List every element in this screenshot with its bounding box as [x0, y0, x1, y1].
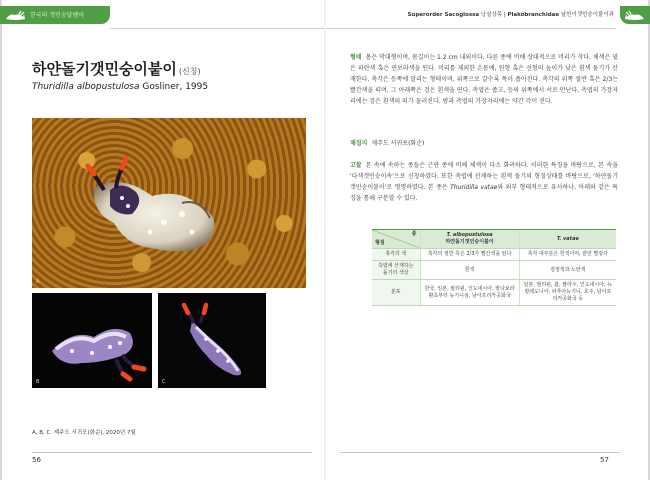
page-number-right: 57 [600, 456, 609, 464]
photo-a [32, 118, 306, 288]
collection-text: 제주도 서귀포(화순) [371, 140, 425, 147]
species-title: 하얀돌기갯민숭이붙이 (신칭) [32, 60, 201, 78]
table-header-row [372, 230, 616, 249]
photo-b [32, 293, 152, 388]
collection-section [350, 138, 618, 149]
table-cell: 촉각 대부분은 흰색이며, 끝만 빨갛다 [519, 249, 616, 261]
table-cell: 한국, 일본, 필리핀, 인도네시아, 말다보라 환초부터 뉴기니섬, 남아프리카공화국 [420, 280, 519, 306]
table-row [372, 249, 616, 261]
form-text: 몸은 막대형이며, 몸길이는 1.2 cm 내외이다. 다른 종에 비해 상대적으로 머리가 작다. 체색은 옅은 파란색 혹은 연보라색을 띤다. 머리를 제외한 온몸에, 원형 혹은 선형의 높이가 낮은 흰색 돌기가 산재한다. 촉각은 등쪽에 말리는 형태이며, 위쪽으로 갈수록 폭이 좁아진다. 촉각의 위쪽 절반 혹은 2/3는 빨간색을 띠며, 그 아래쪽은 검은 흰색을 띤다. 측엽은 좁고, 등의 위쪽에서 서로 만난다. 측엽의 가장자리에는 검은 흰색의 띠가 둘러진다. 밤과 측엽의 가장자리에는 약간 각이 진다. [350, 54, 618, 105]
remarks-species: Thuridilla vatae [450, 184, 498, 191]
table-row-trait: 분포 [372, 280, 420, 306]
form-section [350, 52, 618, 107]
book-title-header: 한국의 갯민숭달팽이 [30, 12, 85, 19]
table-cell: 검정색과 노란색 [519, 261, 616, 280]
title-tag: (신칭) [178, 67, 201, 76]
sea-slug-icon [4, 10, 26, 22]
remarks-label: 고찰 [350, 162, 362, 169]
scientific-name: Thuridilla albopustulosa Gosliner, 1995 [32, 82, 209, 92]
header-rule-right [326, 28, 616, 29]
remarks-text-2: 와 외부 형태적으로 유사하나, 아래와 같은 특징을 통해 구분할 수 있다. [350, 184, 618, 202]
remarks-text: 본 속에 속하는 종들은 근연 종에 비해 체색이 다소 화려하다. 이러한 특징을 바탕으로, 본 속을 '다색갯민숭이속'으로 신칭하였다. 또한 측엽에 산재하는 흰색 돌기의 형질상태를 바탕으로, '하얀돌기갯민숭이붙이'로 명명하였다. 본 종은 [350, 162, 618, 191]
photo-label-a: A [36, 279, 40, 285]
table-cell: 촉각의 절반 혹은 2/3가 빨간색을 띤다 [420, 249, 519, 261]
left-page-edge [0, 0, 2, 480]
corner-species-label: 종 [411, 231, 417, 237]
photo-label-c: C [162, 379, 166, 385]
header-tab-left [0, 6, 110, 24]
sea-slug-on-coral [32, 118, 306, 288]
comparison-table [372, 230, 616, 306]
sea-slug-dorsal [32, 293, 152, 388]
photo-label-b: B [36, 379, 40, 385]
table-corner [372, 230, 420, 249]
table-cell: 일본, 필리핀, 괌, 팔라우, 인도네시아, 뉴칼레도니아, 파푸아뉴기니, 호주, 남아프리카공화국 등 [519, 280, 616, 306]
table-cell: 흰색 [420, 261, 519, 280]
header-rule-left [110, 28, 324, 29]
photo-c [158, 293, 266, 388]
table-col-vatae: T. vatae [519, 230, 616, 249]
photo-caption: A, B, C. 제주도 서귀포(화순), 2020년 7월 [32, 430, 136, 436]
book-gutter [324, 0, 326, 480]
footer-rule-left [32, 452, 312, 453]
table-row-trait: 측엽에 산재하는 돌기의 색상 [372, 261, 420, 280]
sea-slug-lateral [158, 293, 266, 388]
header-tab-right [620, 6, 650, 24]
sea-slug-icon [624, 10, 646, 22]
form-label: 형태 [350, 54, 362, 61]
collection-label: 채집지 [350, 140, 368, 147]
table-row [372, 280, 616, 306]
table-row-trait: 촉각의 색 [372, 249, 420, 261]
corner-trait-label: 형질 [375, 240, 385, 246]
table-col-albopustulosa: T. albopustulosa 하얀돌기갯민숭이붙이 [420, 230, 519, 249]
taxonomy-header: Superorder Sacoglossa 낭설상목 | Plakobranchidae 날씬이갯민숭이붙이과 [407, 12, 614, 18]
table-row [372, 261, 616, 280]
page-number-left: 56 [32, 456, 41, 464]
remarks-section [350, 160, 618, 204]
footer-rule-right [340, 452, 620, 453]
